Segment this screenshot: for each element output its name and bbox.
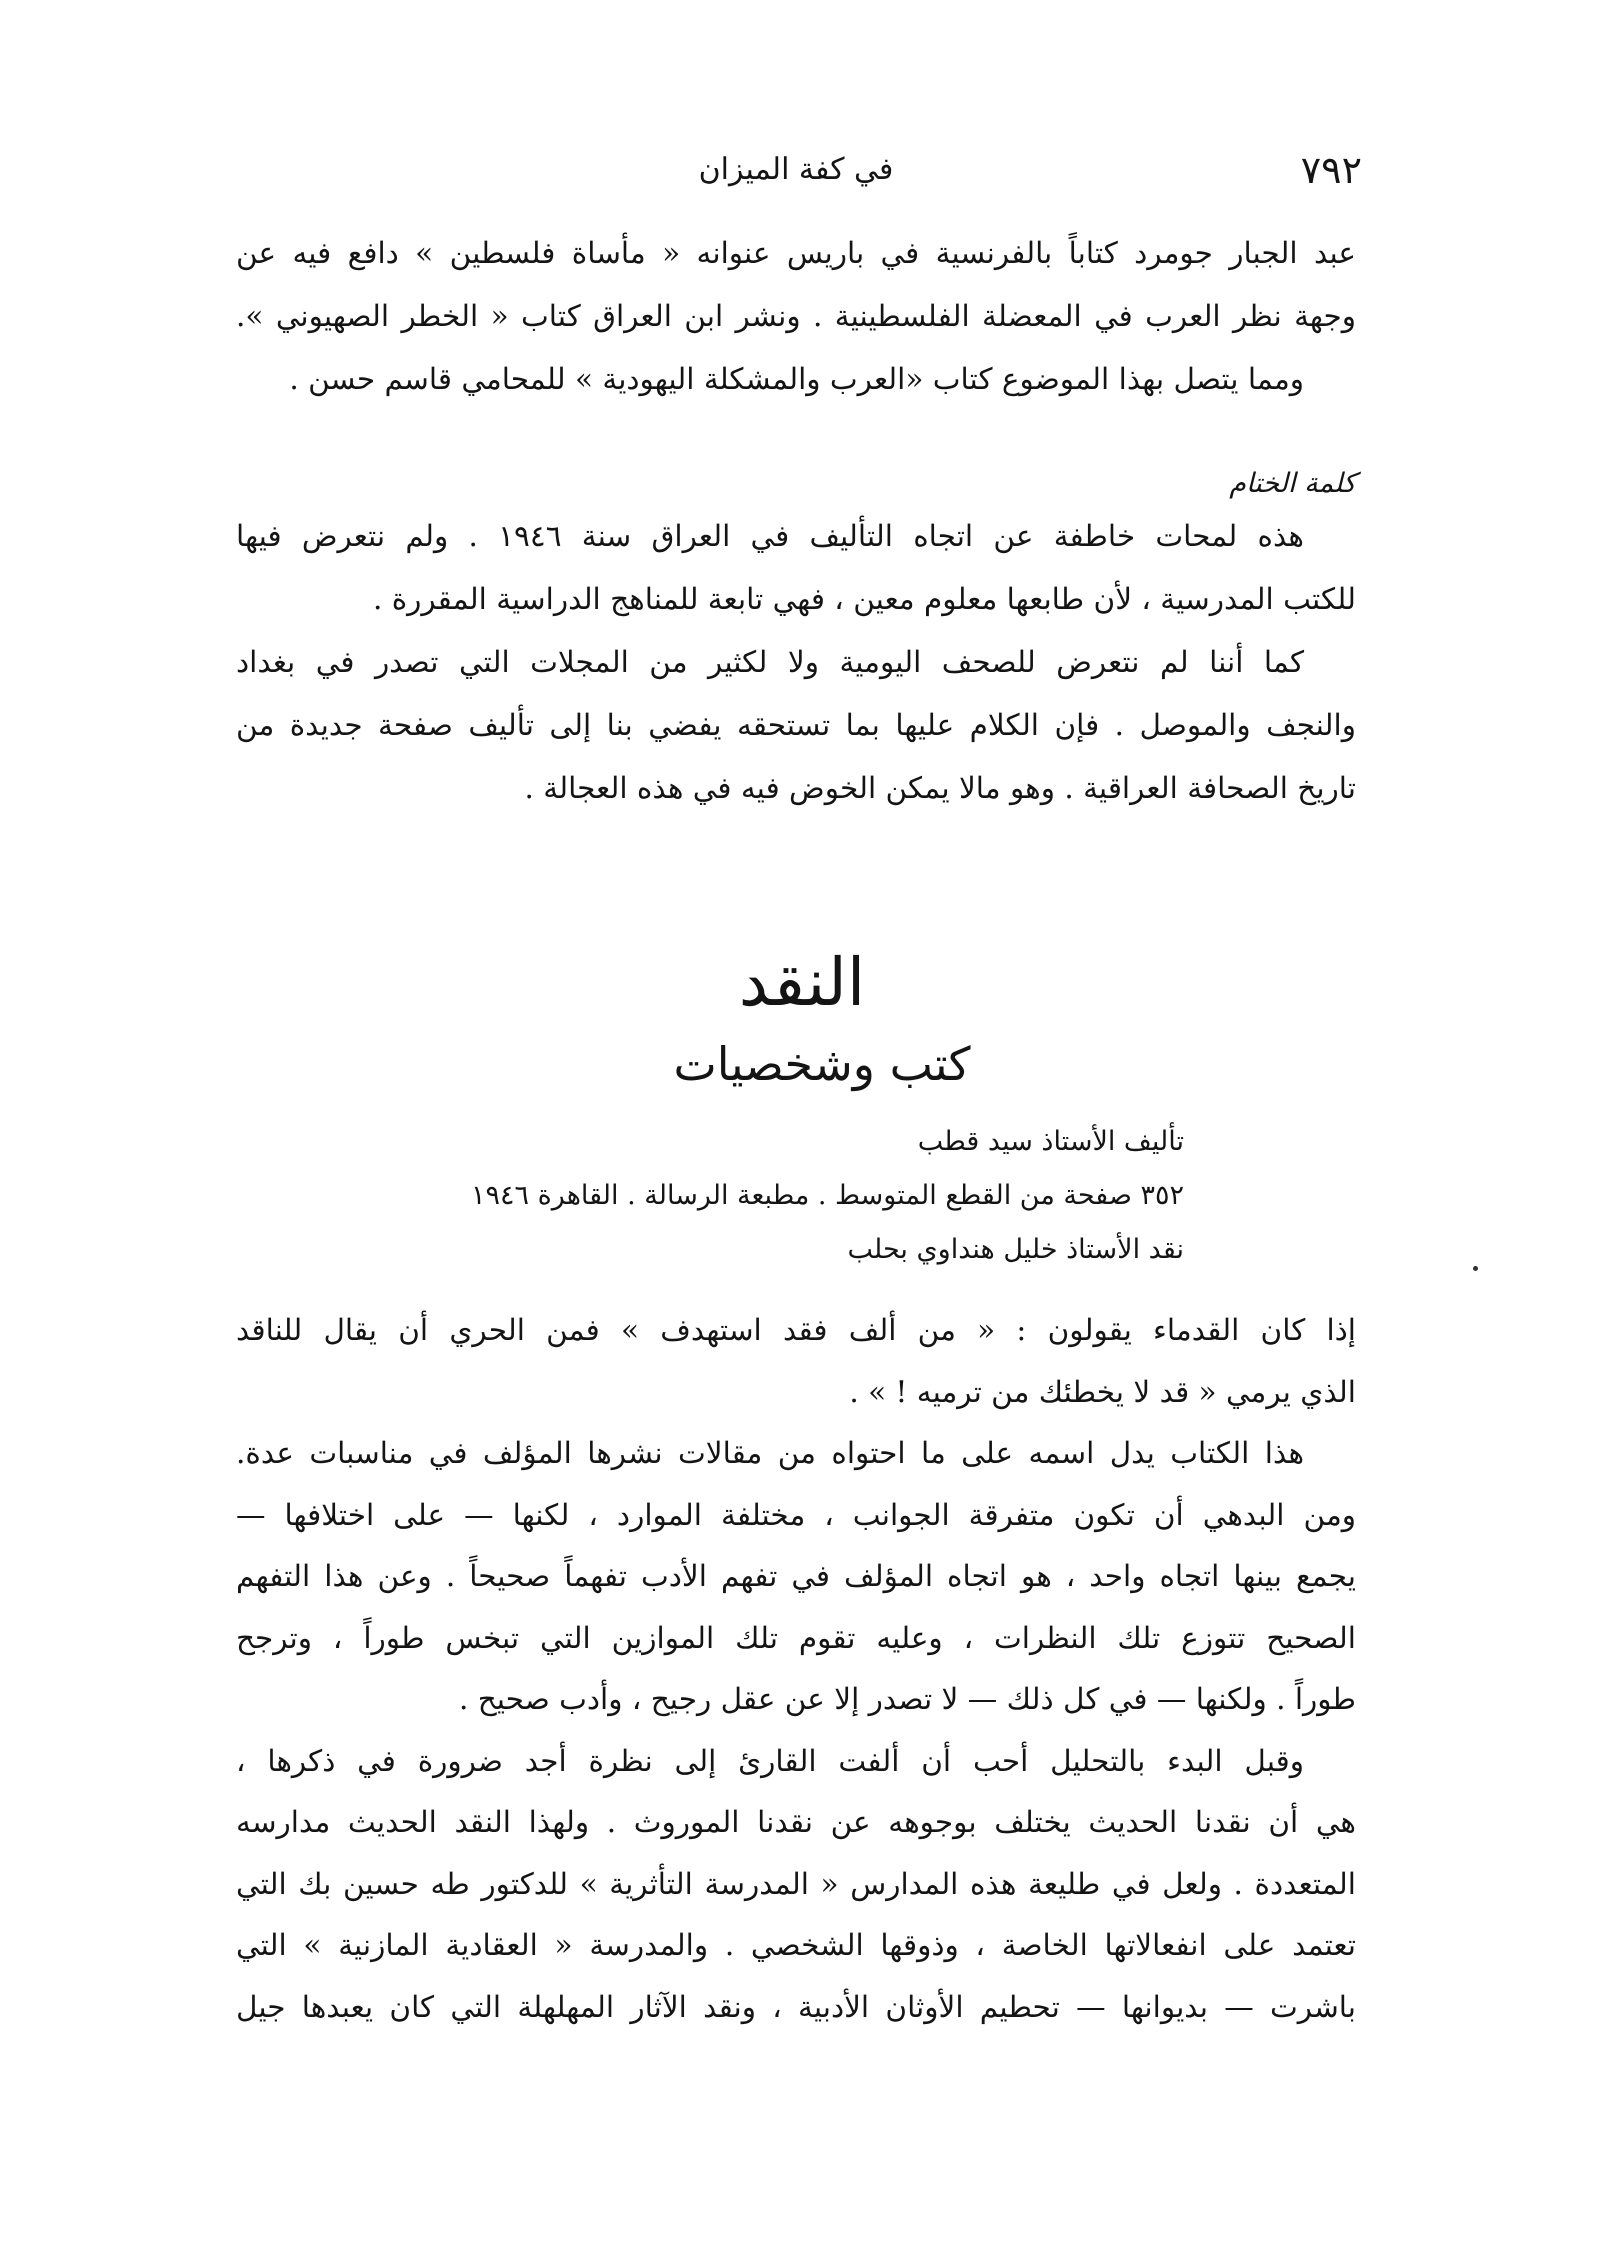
paragraph-line: طوراً . ولكنها — في كل ذلك — لا تصدر إلا عن عقل رجيح ، وأدب صحيح . <box>458 1682 1356 1716</box>
paragraph-line: هذا الكتاب يدل اسمه على ما احتواه من مقالات نشرها المؤلف في مناسبات عدة. <box>236 1436 1304 1470</box>
book-credits <box>364 1115 1184 1277</box>
paragraph-line: عبد الجبار جومرد كتاباً بالفرنسية في باريس عنوانه « مأساة فلسطين » دافع فيه عن <box>236 236 1356 270</box>
paragraph-line: باشرت — بديوانها — تحطيم الأوثان الأدبية ، ونقد الآثار المهلهلة التي كان يعبدها جيل <box>236 1989 1356 2024</box>
paragraph-line: وجهة نظر العرب في المعضلة الفلسطينية . ونشر ابن العراق كتاب « الخطر الصهيوني ». <box>236 299 1356 333</box>
paragraph-line: والنجف والموصل . فإن الكلام عليها بما تستحقه يفضي بنا إلى تأليف صفحة جديدة من <box>236 708 1356 742</box>
print-speck <box>1473 1266 1478 1271</box>
paragraph-line: تعتمد على انفعالاتها الخاصة ، وذوقها الشخصي . والمدرسة « العقادية المازنية » التي <box>236 1928 1356 1962</box>
paragraph-line: للكتب المدرسية ، لأن طابعها معلوم معين ، فهي تابعة للمناهج الدراسية المقررة . <box>372 582 1356 616</box>
paragraph-line: تاريخ الصحافة العراقية . وهو مالا يمكن الخوض فيه في هذه العجالة . <box>524 771 1356 805</box>
paragraph-line: كما أننا لم نتعرض للصحف اليومية ولا لكثير من المجلات التي تصدر في بغداد <box>236 645 1304 679</box>
author-credit: تأليف الأستاذ سيد قطب <box>917 1126 1184 1157</box>
section-subtitle: كتب وشخصيات <box>673 1037 971 1091</box>
publication-details: ٣٥٢ صفحة من القطع المتوسط . مطبعة الرسالة . القاهرة ١٩٤٦ <box>471 1180 1184 1211</box>
paragraph-line: الصحيح تتوزع تلك النظرات ، وعليه تقوم تلك الموازين التي تبخس طوراً ، وترجح <box>236 1620 1356 1655</box>
paragraph-line: ومن البدهي أن تكون متفرقة الجوانب ، مختلفة الموارد ، لكنها — على اختلافها — <box>236 1497 1356 1532</box>
paragraph-line: إذا كان القدماء يقولون : « من ألف فقد استهدف » فمن الحري أن يقال للناقد <box>236 1313 1356 1347</box>
top-paragraph <box>236 222 1356 411</box>
section-title: النقد <box>738 944 866 1021</box>
running-head <box>230 140 1362 200</box>
review-text <box>236 1300 1356 2038</box>
paragraph-line: المتعددة . ولعل في طليعة هذه المدارس « المدرسة التأثرية » للدكتور طه حسين بك التي <box>236 1866 1356 1901</box>
paragraph-line: وقبل البدء بالتحليل أحب أن ألفت القارئ إلى نظرة أجد ضرورة في ذكرها ، <box>236 1743 1304 1778</box>
closing-heading: كلمة الختام <box>1229 468 1356 499</box>
paragraph-line: هذه لمحات خاطفة عن اتجاه التأليف في العراق سنة ١٩٤٦ . ولم نتعرض فيها <box>236 519 1304 553</box>
paragraph-line: هي أن نقدنا الحديث يختلف بوجوهه عن نقدنا الموروث . ولهذا النقد الحديث مدارسه <box>236 1805 1356 1839</box>
paragraph-line: يجمع بينها اتجاه واحد ، هو اتجاه المؤلف في تفهم الأدب تفهماً صحيحاً . وعن هذا التفهم <box>236 1559 1356 1593</box>
page-number: ٧٩٢ <box>1300 148 1362 192</box>
running-title: في كفة الميزان <box>698 152 894 187</box>
paragraph-line: ومما يتصل بهذا الموضوع كتاب «العرب والمشكلة اليهودية » للمحامي قاسم حسن . <box>289 362 1304 396</box>
paragraph-line: الذي يرمي « قد لا يخطئك من ترميه ! » . <box>849 1374 1356 1409</box>
closing-paragraph <box>236 505 1356 820</box>
reviewer-credit: نقد الأستاذ خليل هنداوي بحلب <box>847 1234 1184 1265</box>
